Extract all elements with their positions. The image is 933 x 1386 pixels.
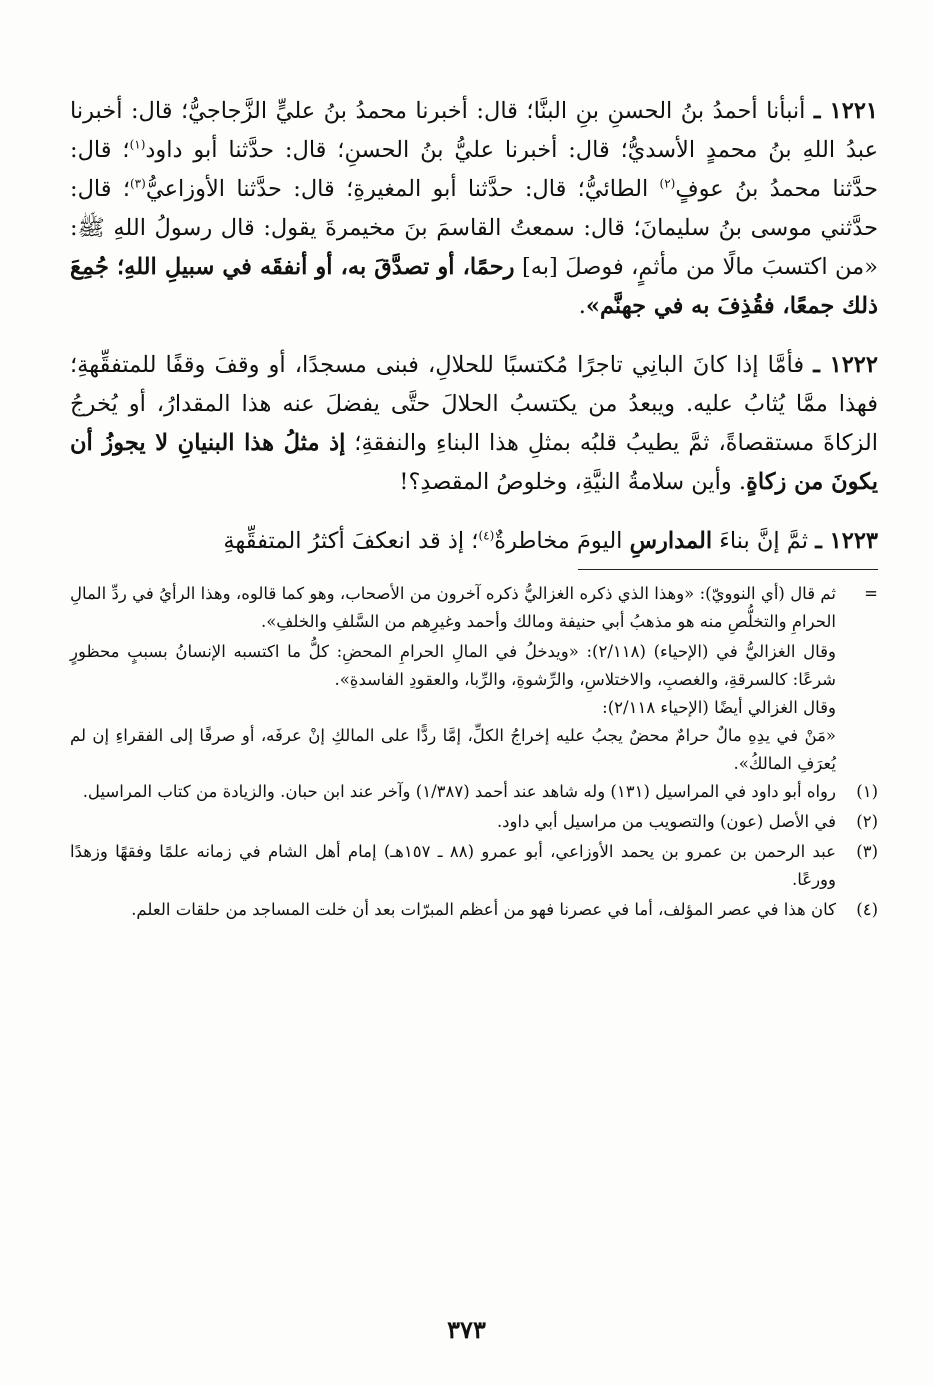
footnote-3 <box>70 838 878 894</box>
footnote-mark: (٤) <box>856 900 878 919</box>
paragraph-text: اليومَ مخاطرةٌ <box>494 528 630 554</box>
footnote-mark: = <box>864 584 878 603</box>
footnote-text: عبد الرحمن بن عمرو بن يحمد الأوزاعي، أبو عمرو (٨٨ ـ ١٥٧هـ) إمام أهل الشام في زمانه علمًا وفقهًا وزهدًا وورعًا. <box>70 842 836 889</box>
paragraph-text: . وأين سلامةُ النيَّةِ، وخلوصُ المقصدِ؟! <box>399 469 747 495</box>
paragraph-number: ١٢٢٢ ـ <box>813 352 878 378</box>
page-number: ٣٧٣ <box>447 1315 486 1344</box>
footnote-mark: (١) <box>856 782 878 801</box>
footnote-text: كان هذا في عصر المؤلف، أما في عصرنا فهو من أعظم المبرّات بعد أن خلت المساجد من حلقات العلم. <box>131 900 836 919</box>
footnote-ref-1[interactable]: (١) <box>129 137 146 152</box>
footnote-continuation <box>70 580 878 636</box>
footnote-ghazali-2-intro: وقال الغزالي أيضًا (الإحياء ٢/١١٨): <box>602 698 836 717</box>
footnote-ref-4[interactable]: (٤) <box>478 528 495 543</box>
footnote-ref-2[interactable]: (٢) <box>659 176 676 191</box>
paragraph-text: فأمَّا إذا كانَ البانِي تاجرًا مُكتسبًا للحلالِ، فبنى مسجدًا، أو وقفَ وقفًا للمتفقِّهةِ؛ فهذا ممَّا يُثابُ عليه. ويبعدُ من يكتسبُ الحلالَ حتَّى يفضلَ عنه هذا المقدارُ، أو يُخرجُ الزكاةَ مستقصاةً، ثمَّ يطيبُ قلبُه بمثلِ هذا البناءِ والنفقةِ؛ <box>70 352 878 456</box>
footnote-mark: (٣) <box>856 842 878 861</box>
footnote-text: ثم قال (أي النوويّ): «وهذا الذي ذكره الغزاليُّ ذكره آخرون من الأصحاب، وهو كما قالوه، وهذا الرأيُ في ردِّ المالِ الحرامِ والتخلُّصِ منه هو مذهبُ أبي حنيفة ومالك وأحمد وغيرِهم من السَّلفِ والخلفِ». <box>70 584 836 631</box>
paragraph-1221 <box>70 92 878 326</box>
paragraph-text: أنبأنا أحمدُ بنُ الحسنِ بنِ البنَّا؛ قال: أخبرنا محمدُ بنُ عليٍّ الزَّجاجيُّ؛ قال: أخبرنا عبدُ اللهِ بنُ محمدٍ الأسديُّ؛ قال: أخبرنا عليُّ بنُ الحسنِ؛ قال: حدَّثنا أبو داود <box>70 98 878 163</box>
paragraph-text: ثمَّ إنَّ بناءَ <box>712 528 809 554</box>
paragraph-number: ١٢٢٣ ـ <box>815 528 878 554</box>
hadith-bold-text: رحمًا، أو تصدَّقَ به، أو أنفقَه في سبيلِ اللهِ؛ جُمِعَ ذلك جمعًا، فقُذِفَ به في جهنَّم» <box>70 254 878 319</box>
footnote-2 <box>70 808 878 836</box>
footnote-mark: (٢) <box>856 812 878 831</box>
bold-text: المدارسِ <box>629 528 713 554</box>
paragraph-text: ؛ قال: حدَّثنا محمدُ بنُ عوفٍ <box>70 137 878 202</box>
footnotes <box>70 580 878 924</box>
footnote-divider <box>578 569 878 570</box>
paragraph-end: . <box>578 293 586 319</box>
paragraph-1222 <box>70 346 878 502</box>
paragraph-text: ؛ قال: حدَّثني موسى بنُ سليمانَ؛ قال: سمعتُ القاسمَ بنَ مخيمرةَ يقول: قال رسولُ اللهِ ﷺ: «من اكتسبَ مالًا من مأثمٍ، فوصلَ [به] <box>70 176 878 280</box>
footnote-4 <box>70 896 878 924</box>
page-body <box>70 92 878 926</box>
footnote-ref-3[interactable]: (٣) <box>129 176 146 191</box>
footnote-ghazali-2-quote: «مَنْ في يدِهِ مالٌ حرامٌ محضٌ يجبُ عليه إخراجُ الكلِّ، إمَّا ردًّا على المالكِ إنْ عرفَه، أو صرفًا إلى الفقراءِ إن لم يُعرَفِ المالكُ». <box>70 726 836 773</box>
bold-text: إذ مثلُ هذا البنيانِ لا يجوزُ أن يكونَ من زكاةٍ <box>70 430 878 495</box>
paragraph-1223 <box>70 522 878 561</box>
footnote-ghazali-1: وقال الغزاليُّ في (الإحياء) (٢/١١٨): «ويدخلُ في المالِ الحرامِ المحضِ: كلُّ ما اكتسبه الإنسانُ بسببٍ محظورٍ شرعًا: كالسرقةِ، والغصبِ، والاختلاسِ، والرِّشوةِ، والرِّبا، والعقودِ الفاسدةِ». <box>70 642 836 689</box>
paragraph-number: ١٢٢١ ـ <box>813 98 878 124</box>
paragraph-text: الطائيُّ؛ قال: حدَّثنا أبو المغيرةِ؛ قال: حدَّثنا الأوزاعيُّ <box>145 176 660 202</box>
footnote-text: في الأصل (عون) والتصويب من مراسيل أبي داود. <box>496 812 836 831</box>
footnote-text: رواه أبو داود في المراسيل (١٣١) وله شاهد عند أحمد (١/٣٨٧) وآخر عند ابن حبان. والزيادة من كتاب المراسيل. <box>82 782 836 801</box>
paragraph-text: ؛ إذ قد انعكفَ أكثرُ المتفقِّهةِ <box>223 528 479 554</box>
footnote-1 <box>70 778 878 806</box>
